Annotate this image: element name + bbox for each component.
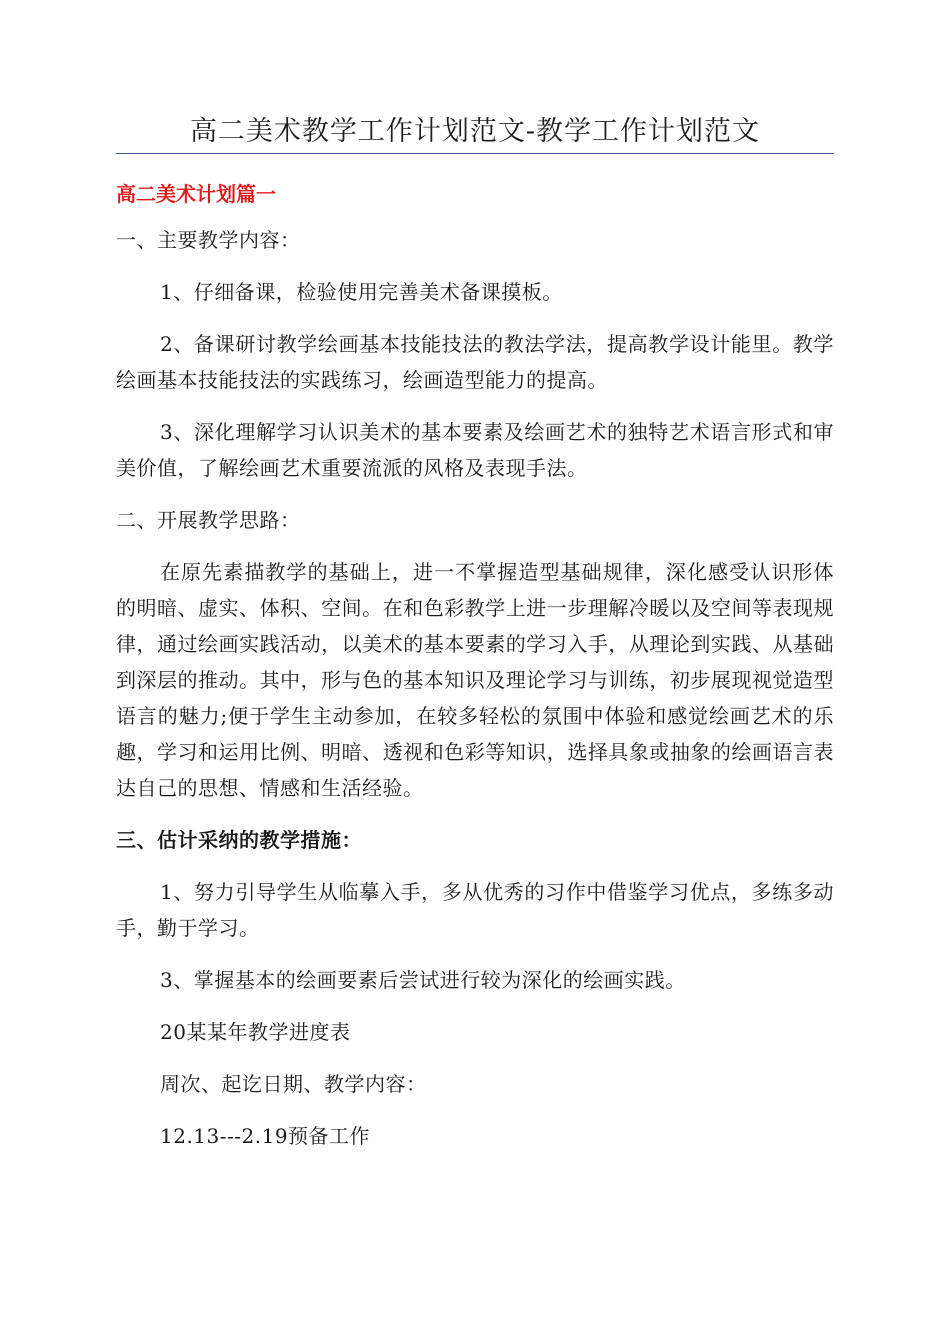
paragraph-item-1: 1、仔细备课，检验使用完善美术备课摸板。 — [160, 280, 563, 304]
heading-teaching-measures: 三、估计采纳的教学措施： — [116, 828, 362, 852]
schedule-row: 12.13---2.19预备工作 — [160, 1124, 371, 1148]
title-underline — [116, 153, 834, 154]
page-title: 高二美术教学工作计划范文-教学工作计划范文 — [189, 116, 761, 147]
section-heading: 高二美术计划篇一 — [116, 182, 276, 206]
schedule-columns: 周次、起讫日期、教学内容： — [160, 1072, 427, 1096]
paragraph-approach-body: 在原先素描教学的基础上，进一不掌握造型基础规律，深化感受认识形体的明暗、虚实、体积、空间。在和色彩教学上进一步理解冷暖以及空间等表现规律，通过绘画实践活动，以美术的基本要素的学习入手，从理论到实践、从基础到深层的推动。其中，形与色的基本知识及理论学习与训练，初步展现视觉造型语言的魅力;便于学生主动参加，在较多轻松的氛围中体验和感觉绘画艺术的乐趣，学习和运用比例、明暗、透视和色彩等知识，选择具象或抽象的绘画语言表达自己的思想、情感和生活经验。 — [116, 560, 834, 800]
heading-main-content: 一、主要教学内容： — [116, 228, 301, 252]
paragraph-item-2: 2、备课研讨教学绘画基本技能技法的教法学法，提高教学设计能里。教学绘画基本技能技法的实践练习，绘画造型能力的提高。 — [116, 332, 834, 392]
heading-teaching-approach: 二、开展教学思路： — [116, 508, 301, 532]
paragraph-measure-3: 3、掌握基本的绘画要素后尝试进行较为深化的绘画实践。 — [160, 968, 686, 992]
schedule-title: 20某某年教学进度表 — [160, 1020, 351, 1044]
document-body — [116, 222, 834, 1170]
paragraph-measure-1: 1、努力引导学生从临摹入手，多从优秀的习作中借鉴学习优点，多练多动手，勤于学习。 — [116, 880, 834, 940]
paragraph-item-3: 3、深化理解学习认识美术的基本要素及绘画艺术的独特艺术语言形式和审美价值，了解绘画艺术重要流派的风格及表现手法。 — [116, 420, 834, 480]
